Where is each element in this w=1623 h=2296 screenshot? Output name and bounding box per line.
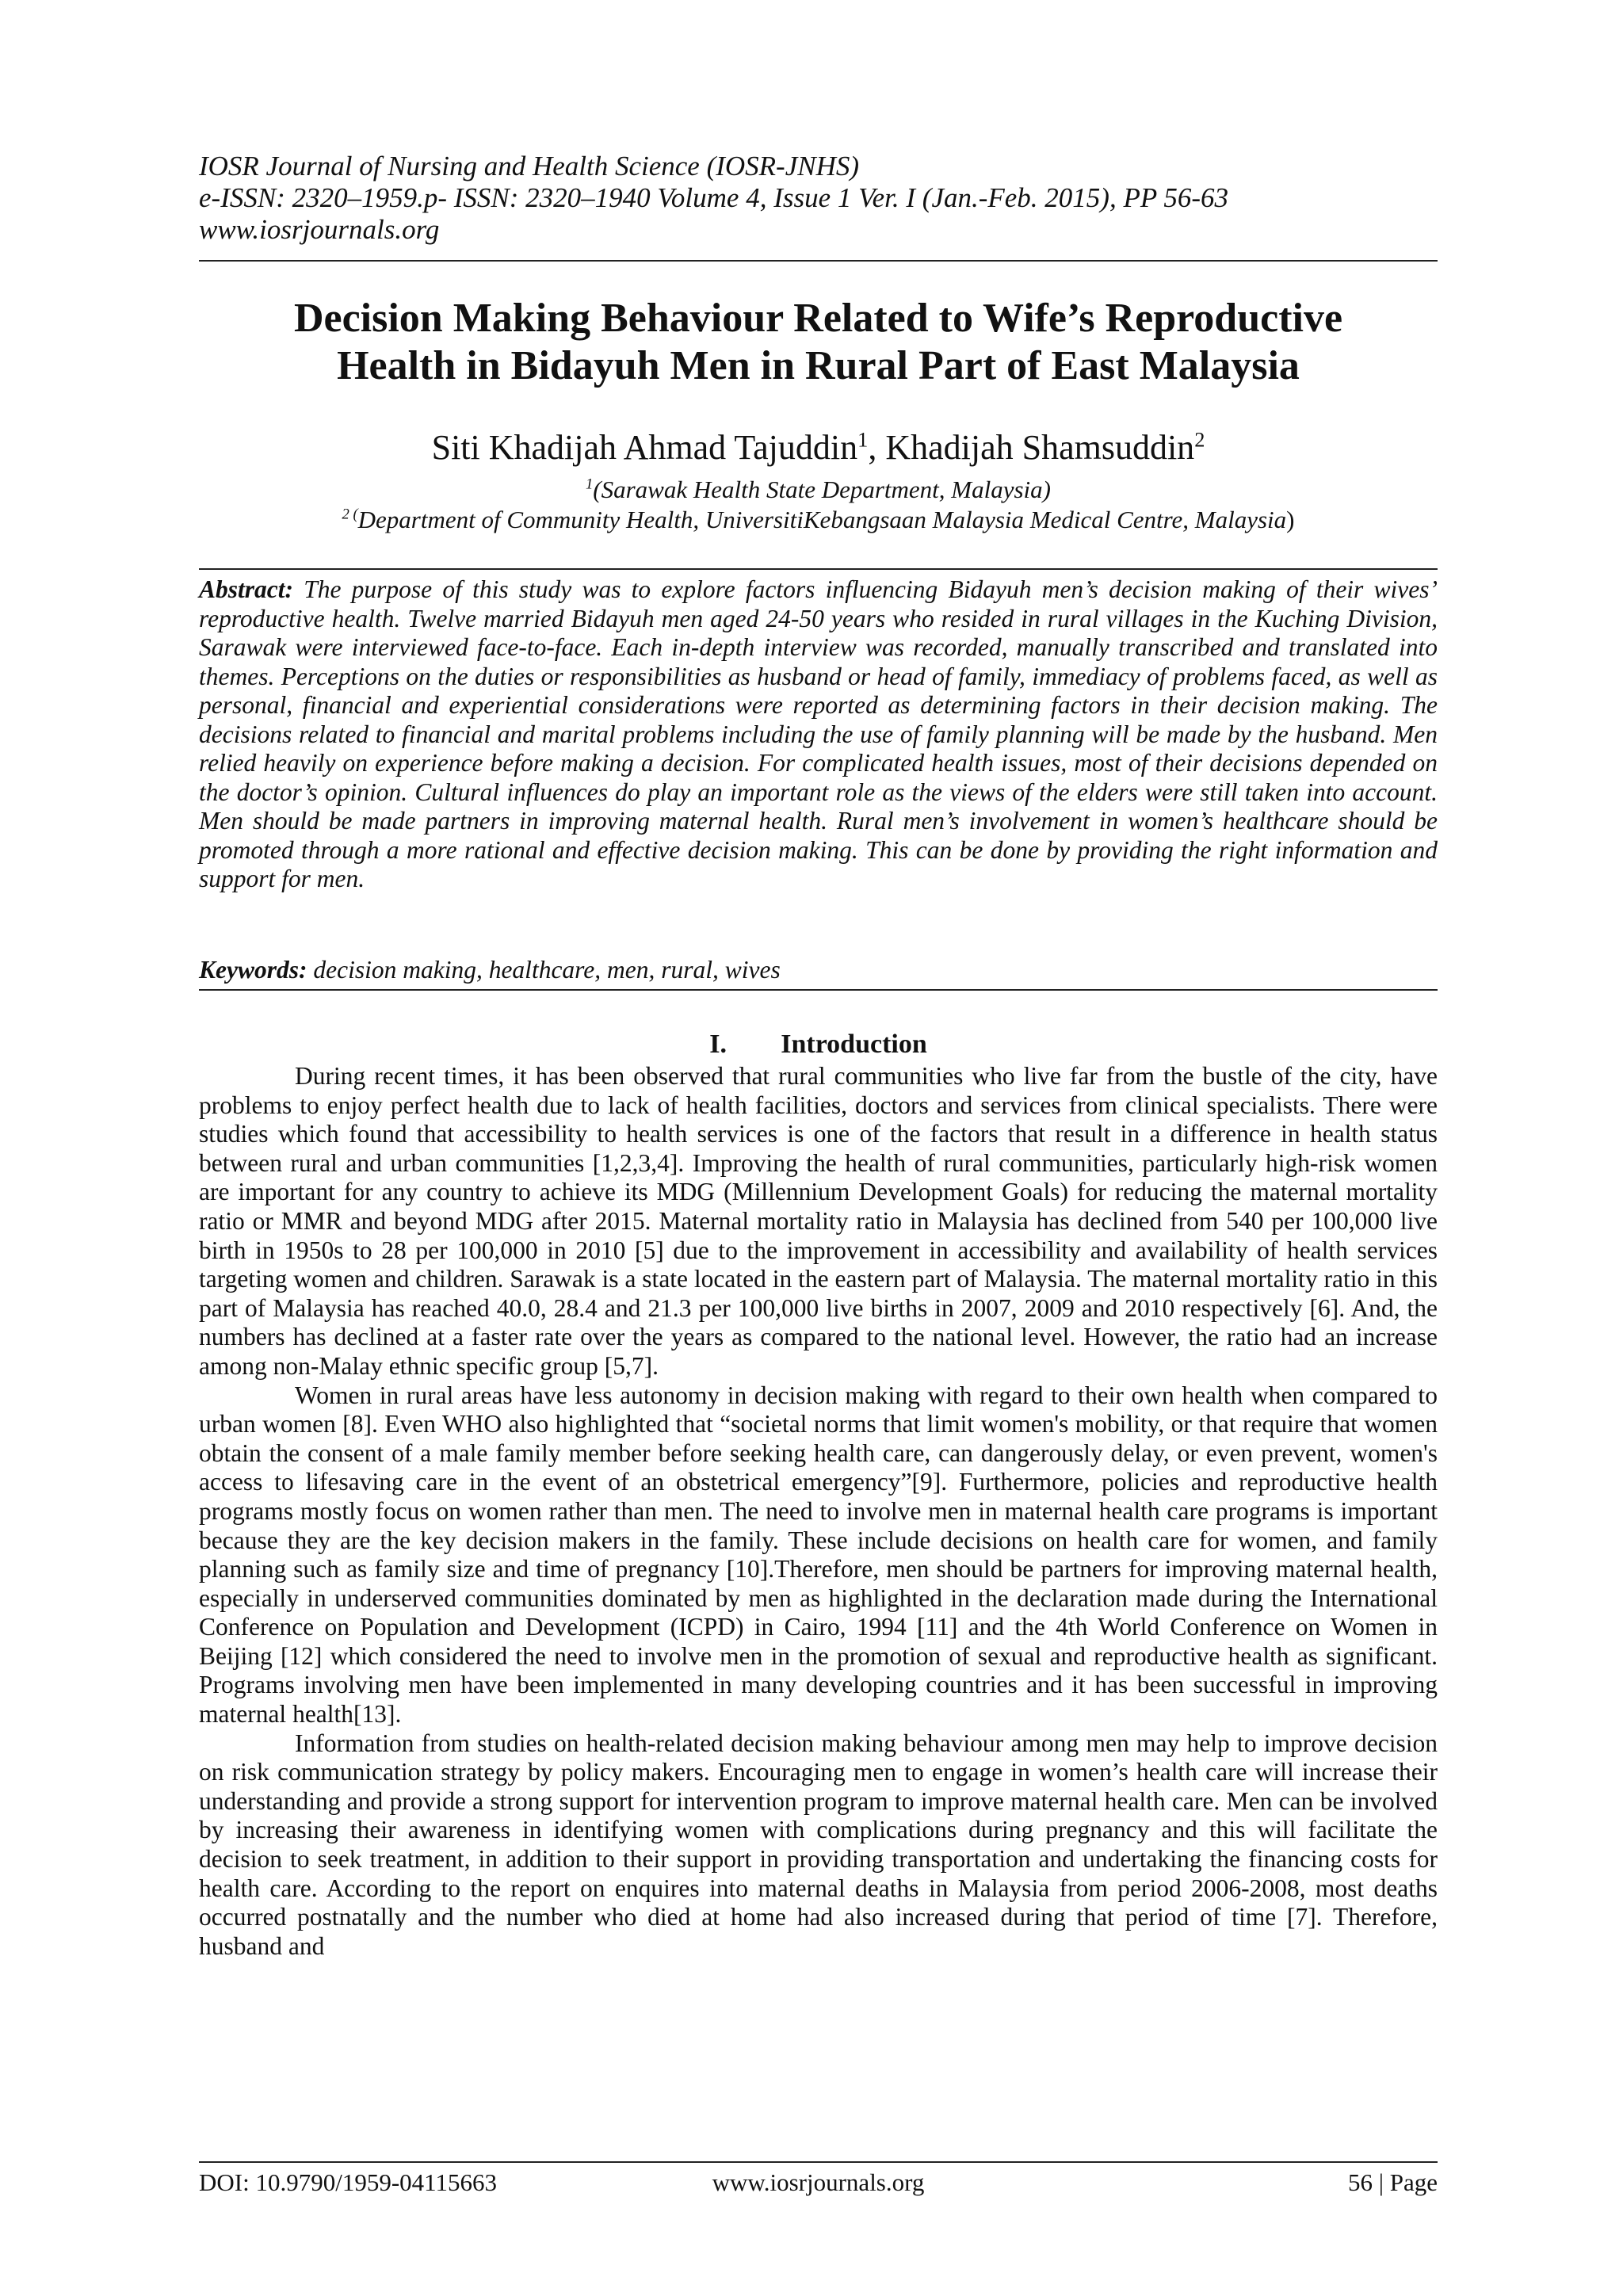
author-separator: , [868, 428, 886, 467]
title-line-2: Health in Bidayuh Men in Rural Part of East Malaysia [337, 343, 1300, 388]
journal-name: IOSR Journal of Nursing and Health Science (IOSR-JNHS) [199, 151, 860, 181]
affiliation-2-close: ) [1286, 506, 1295, 533]
section-title: Introduction [781, 1030, 927, 1059]
paragraph: Women in rural areas have less autonomy in decision making with regard to their own health when compared to urban women [8]. Even WHO also highlighted that “societal norms that limit women's mobility, or that require that women obtain the consent of a male family member before seeking health care, can dangerously delay, or even prevent, women's access to lifesaving care in the event of an obstetrical emergency”[9]. Furthermore, policies and reproductive health programs mostly focus on women rather than men. The need to involve men in maternal health care programs is important because they are the key decision makers in the family. These include decisions on health care for women, and family planning such as family size and time of pregnancy [10].Therefore, men should be partners for improving maternal health, especially in underserved communities dominated by men as highlighted in the declaration made during the International Conference on Population and Development (ICPD) in Cairo, 1994 [11] and the 4th World Conference on Women in Beijing [12] which considered the need to involve men in the promotion of sexual and reproductive health as significant. Programs involving men have been implemented in many developing countries and it has been successful in improving maternal health[13]. [199, 1381, 1438, 1729]
paper-title [199, 295, 1438, 390]
footer-website: www.iosrjournals.org [712, 2168, 925, 2196]
author-1-affiliation-mark: 1 [857, 427, 869, 452]
author-1: Siti Khadijah Ahmad Tajuddin [431, 428, 858, 467]
page-number: 56 | Page [1348, 2168, 1438, 2196]
author-2: Khadijah Shamsuddin [885, 428, 1195, 467]
section-number: I. [709, 1030, 727, 1059]
author-list [199, 428, 1438, 468]
keywords-text: decision making, healthcare, men, rural, wives [313, 956, 781, 984]
header-divider [199, 260, 1438, 262]
introduction-body [199, 1062, 1438, 1961]
affiliation-2 [199, 506, 1438, 534]
footer-divider [199, 2161, 1438, 2163]
page-footer [199, 2167, 1438, 2199]
affiliation-1-mark: 1 [585, 476, 594, 493]
affiliation-2-mark: 2 ( [342, 506, 358, 523]
keywords-label: Keywords: [199, 956, 307, 984]
abstract-label: Abstract: [199, 575, 294, 603]
issn-line: e-ISSN: 2320–1959.p- ISSN: 2320–1940 Volume 4, Issue 1 Ver. I (Jan.-Feb. 2015), PP 56-63 [199, 182, 1228, 213]
author-2-affiliation-mark: 2 [1194, 427, 1205, 452]
abstract [199, 575, 1438, 894]
keywords [199, 956, 1438, 984]
doi: DOI: 10.9790/1959-04115663 [199, 2168, 497, 2196]
affiliation-1 [199, 476, 1438, 504]
abstract-divider [199, 568, 1438, 570]
keywords-divider [199, 989, 1438, 991]
title-line-1: Decision Making Behaviour Related to Wife’s Reproductive [293, 296, 1343, 341]
affiliation-1-text: (Sarawak Health State Department, Malaysia) [593, 476, 1051, 503]
section-heading-introduction [199, 1029, 1438, 1060]
abstract-text: The purpose of this study was to explore factors influencing Bidayuh men’s decision making of their wives’ reproductive health. Twelve married Bidayuh men aged 24-50 years who resided in rural villages in the Kuching Division, Sarawak were interviewed face-to-face. Each in-depth interview was recorded, manually transcribed and translated into themes. Perceptions on the duties or responsibilities as husband or head of family, immediacy of problems faced, as well as personal, financial and experiential considerations were reported as determining factors in their decision making. The decisions related to financial and marital problems including the use of family planning will be made by the husband. Men relied heavily on experience before making a decision. For complicated health issues, most of their decisions depended on the doctor’s opinion. Cultural influences do play an important role as the views of the elders were still taken into account. Men should be made partners in improving maternal health. Rural men’s involvement in women’s healthcare should be promoted through a more rational and effective decision making. This can be done by providing the right information and support for men. [199, 575, 1438, 892]
affiliation-2-text: Department of Community Health, UniversitiKebangsaan Malaysia Medical Centre, Malaysia [357, 506, 1287, 533]
journal-website: www.iosrjournals.org [199, 214, 440, 245]
paragraph: Information from studies on health-related decision making behaviour among men may help to improve decision on risk communication strategy by policy makers. Encouraging men to engage in women’s health care will increase their understanding and provide a strong support for intervention program to improve maternal health care. Men can be involved by increasing their awareness in identifying women with complications during pregnancy and this will facilitate the decision to seek treatment, in addition to their support in providing transportation and undertaking the financing costs for health care. According to the report on enquires into maternal deaths in Malaysia from period 2006-2008, most deaths occurred postnatally and the number who died at home had also increased during that period of time [7]. Therefore, husband and [199, 1729, 1438, 1960]
journal-header [199, 151, 1438, 246]
paragraph: During recent times, it has been observed that rural communities who live far from the bustle of the city, have problems to enjoy perfect health due to lack of health facilities, doctors and services from clinical specialists. There were studies which found that accessibility to health services is one of the factors that result in a difference in health status between rural and urban communities [1,2,3,4]. Improving the health of rural communities, particularly high-risk women are important for any country to achieve its MDG (Millennium Development Goals) for reducing the maternal mortality ratio or MMR and beyond MDG after 2015. Maternal mortality ratio in Malaysia has declined from 540 per 100,000 live birth in 1950s to 28 per 100,000 in 2010 [5] due to the improvement in accessibility and availability of health services targeting women and children. Sarawak is a state located in the eastern part of Malaysia. The maternal mortality ratio in this part of Malaysia has reached 40.0, 28.4 and 21.3 per 100,000 live births in 2007, 2009 and 2010 respectively [6]. And, the numbers has declined at a faster rate over the years as compared to the national level. However, the ratio had an increase among non-Malay ethnic specific group [5,7]. [199, 1062, 1438, 1380]
